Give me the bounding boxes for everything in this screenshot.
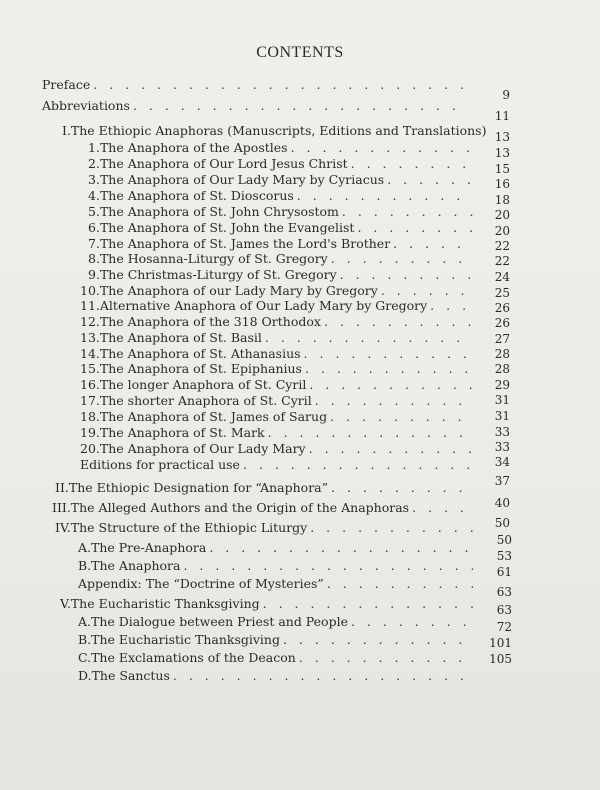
toc-entry-label: The Pre-Anaphora <box>91 540 207 555</box>
dot-leader <box>297 188 473 204</box>
toc-entry-label: The Anaphora of St. Athanasius <box>99 346 301 361</box>
toc-entry <box>80 393 476 409</box>
toc-page-number: 37 <box>494 474 510 488</box>
toc-page-number: 31 <box>494 409 510 423</box>
toc-entry-label: Abbreviations <box>42 98 130 113</box>
toc-entry-number: 9. <box>88 267 100 282</box>
dot-leader <box>330 409 473 425</box>
toc-page-number: 63 <box>496 603 512 617</box>
toc-page-number: 26 <box>494 316 510 330</box>
toc-entry-label: The Ethiopic Anaphoras (Manuscripts, Editions and Translations) <box>70 123 487 138</box>
toc-entry-label: The Eucharistic Thanksgiving <box>91 632 280 647</box>
dot-leader <box>430 298 473 314</box>
toc-entry <box>88 267 476 283</box>
toc-page-number: 53 <box>496 549 512 563</box>
toc-entry-number: 2. <box>88 156 100 171</box>
toc-entry <box>80 330 476 346</box>
toc-page-number: 50 <box>494 516 510 530</box>
toc-entry-label: Appendix: The “Doctrine of Mysteries” <box>78 576 324 591</box>
toc-entry-label: The Anaphora <box>91 558 181 573</box>
toc-entry-number: A. <box>78 540 92 555</box>
toc-entry-label: The Anaphora of Our Lady Mary by Cyriacus <box>99 172 385 187</box>
dot-leader <box>310 520 473 536</box>
toc-page-number: 33 <box>494 425 510 439</box>
toc-page-number: 28 <box>494 362 510 376</box>
dot-leader <box>412 500 473 516</box>
toc-entry <box>62 123 487 139</box>
toc-entry <box>80 377 476 393</box>
toc-page-number: 18 <box>494 193 510 207</box>
dot-leader <box>324 314 473 330</box>
toc-entry-number: C. <box>78 650 92 665</box>
toc-entry <box>78 540 476 556</box>
toc-entry-number: 15. <box>80 361 100 376</box>
toc-entry-label: The Ethiopic Designation for “Anaphora” <box>68 480 329 495</box>
dot-leader <box>387 172 473 188</box>
toc-entry-label: The shorter Anaphora of St. Cyril <box>99 393 312 408</box>
dot-leader <box>265 330 473 346</box>
dot-leader <box>357 220 473 236</box>
dot-leader <box>331 251 473 267</box>
toc-entry-label: The Anaphora of St. James of Sarug <box>99 409 328 424</box>
toc-entry-number: 20. <box>80 441 100 456</box>
toc-entry <box>55 480 476 496</box>
toc-entry-number: 6. <box>88 220 100 235</box>
toc-entry <box>80 409 476 425</box>
toc-entry <box>88 251 476 267</box>
toc-entry-number: 3. <box>88 172 100 187</box>
toc-entry-label: The Structure of the Ethiopic Liturgy <box>70 520 308 535</box>
toc-entry <box>88 220 476 236</box>
toc-entry-number: A. <box>78 614 92 629</box>
dot-leader <box>268 425 473 441</box>
toc-entry-label: Alternative Anaphora of Our Lady Mary by Gregory <box>99 298 428 313</box>
toc-entry <box>55 520 476 536</box>
toc-page-number: 15 <box>494 162 510 176</box>
toc-entry-label: The Christmas-Liturgy of St. Gregory <box>99 267 337 282</box>
toc-entry <box>80 298 476 314</box>
dot-leader <box>331 480 473 496</box>
toc-entry <box>88 156 476 172</box>
toc-entry <box>42 98 470 114</box>
toc-page-number: 34 <box>494 455 510 469</box>
toc-entry-label: The Anaphora of Our Lord Jesus Christ <box>99 156 348 171</box>
toc-page-number: 27 <box>494 332 510 346</box>
dot-leader <box>309 377 473 393</box>
toc-page-number: 72 <box>496 620 512 634</box>
dot-leader <box>299 650 473 666</box>
toc-entry-label: The Anaphora of the 318 Orthodox <box>99 314 321 329</box>
toc-page-number: 25 <box>494 286 510 300</box>
dot-leader <box>342 204 473 220</box>
dot-leader <box>327 576 473 592</box>
dot-leader <box>340 267 473 283</box>
toc-entry <box>80 457 476 473</box>
toc-entry <box>88 140 476 156</box>
toc-entry <box>78 614 476 630</box>
toc-entry-number: 18. <box>80 409 100 424</box>
toc-page-number: 20 <box>494 224 510 238</box>
toc-entry-number: II. <box>55 480 69 495</box>
toc-entry-label: The Anaphora of the Apostles <box>99 140 288 155</box>
toc-entry-number: I. <box>62 123 71 138</box>
toc-entry-label: The Anaphora of St. James the Lord's Brother <box>99 236 391 251</box>
toc-entry-label: The Anaphora of St. John Chrysostom <box>99 204 339 219</box>
toc-entry-number: B. <box>78 558 92 573</box>
toc-page-number: 13 <box>494 130 510 144</box>
dot-leader <box>93 77 467 93</box>
toc-entry-number: V. <box>60 596 71 611</box>
toc-entry-number: 14. <box>80 346 100 361</box>
toc-entry <box>78 576 476 592</box>
toc-page-number: 13 <box>494 146 510 160</box>
toc-entry-number: D. <box>78 668 92 683</box>
dot-leader <box>263 596 473 612</box>
toc-entry <box>88 172 476 188</box>
toc-entry-number: IV. <box>55 520 71 535</box>
toc-page-number: 11 <box>494 109 510 123</box>
toc-page-number: 22 <box>494 239 510 253</box>
toc-page-number: 63 <box>496 585 512 599</box>
toc-entry-number: 7. <box>88 236 100 251</box>
toc-entry <box>78 650 476 666</box>
toc-entry <box>78 668 476 684</box>
toc-entry-number: 5. <box>88 204 100 219</box>
toc-page-number: 61 <box>496 565 512 579</box>
toc-entry-label: The Eucharistic Thanksgiving <box>70 596 260 611</box>
dot-leader <box>381 283 473 299</box>
toc-entry <box>80 346 476 362</box>
toc-entry-label: The Sanctus <box>91 668 170 683</box>
toc-entry <box>78 632 476 648</box>
toc-entry-label: The longer Anaphora of St. Cyril <box>99 377 307 392</box>
toc-entry-label: The Exclamations of the Deacon <box>91 650 296 665</box>
toc-entry-label: The Anaphora of St. Dioscorus <box>99 188 294 203</box>
toc-entry <box>80 441 476 457</box>
toc-entry-number: 13. <box>80 330 100 345</box>
toc-entry-label: The Dialogue between Priest and People <box>91 614 348 629</box>
toc-entry <box>60 596 476 612</box>
dot-leader <box>243 457 473 473</box>
toc-entry-label: The Anaphora of Our Lady Mary <box>99 441 306 456</box>
toc-entry-number: B. <box>78 632 92 647</box>
toc-entry-number: 8. <box>88 251 100 266</box>
toc-entry-label: Editions for practical use <box>80 457 240 472</box>
toc-page-number: 105 <box>489 652 512 666</box>
dot-leader <box>291 140 473 156</box>
toc-page-number: 50 <box>496 533 512 547</box>
toc-entry-number: 4. <box>88 188 100 203</box>
dot-leader <box>173 668 473 684</box>
toc-entry <box>88 188 476 204</box>
toc-entry-number: 19. <box>80 425 100 440</box>
toc-entry-label: The Anaphora of our Lady Mary by Gregory <box>99 283 378 298</box>
toc-page-number: 28 <box>494 347 510 361</box>
toc-page-number: 16 <box>494 177 510 191</box>
toc-entry-label: The Anaphora of St. Mark <box>99 425 265 440</box>
toc-entry-number: 10. <box>80 283 100 298</box>
toc-page-number: 33 <box>494 440 510 454</box>
toc-entry <box>80 361 476 377</box>
toc-entry <box>80 314 476 330</box>
dot-leader <box>304 346 473 362</box>
toc-entry <box>80 425 476 441</box>
toc-entry <box>80 283 476 299</box>
dot-leader <box>283 632 473 648</box>
toc-page-number: 24 <box>494 270 510 284</box>
toc-page-number: 101 <box>489 636 512 650</box>
toc-page-number: 29 <box>494 378 510 392</box>
dot-leader <box>183 558 473 574</box>
toc-entry-label: The Anaphora of St. John the Evangelist <box>99 220 355 235</box>
page-title: CONTENTS <box>256 44 344 61</box>
toc-entry-number: 1. <box>88 140 100 155</box>
toc-entry-number: III. <box>52 500 71 515</box>
toc-entry-label: The Hosanna-Liturgy of St. Gregory <box>99 251 328 266</box>
toc-page-number: 31 <box>494 393 510 407</box>
toc-entry <box>52 500 476 516</box>
dot-leader <box>309 441 473 457</box>
dot-leader <box>133 98 467 114</box>
toc-page-number: 22 <box>494 254 510 268</box>
toc-entry-label: The Anaphora of St. Epiphanius <box>99 361 302 376</box>
toc-entry-number: 16. <box>80 377 100 392</box>
dot-leader <box>315 393 473 409</box>
toc-page-number: 9 <box>502 88 510 102</box>
toc-entry-label: Preface <box>42 77 91 92</box>
toc-entry <box>88 236 476 252</box>
toc-entry-number: 11. <box>80 298 100 313</box>
dot-leader <box>393 236 473 252</box>
toc-entry-number: 17. <box>80 393 100 408</box>
toc-entry <box>42 77 470 93</box>
toc-entry <box>78 558 476 574</box>
dot-leader <box>351 614 473 630</box>
dot-leader <box>209 540 473 556</box>
dot-leader <box>305 361 473 377</box>
toc-entry-label: The Anaphora of St. Basil <box>99 330 262 345</box>
dot-leader <box>351 156 473 172</box>
toc-page-number: 40 <box>494 496 510 510</box>
toc-page-number: 26 <box>494 301 510 315</box>
toc-entry-number: 12. <box>80 314 100 329</box>
toc-entry-label: The Alleged Authors and the Origin of the Anaphoras <box>70 500 410 515</box>
toc-page-number: 20 <box>494 208 510 222</box>
toc-entry <box>88 204 476 220</box>
